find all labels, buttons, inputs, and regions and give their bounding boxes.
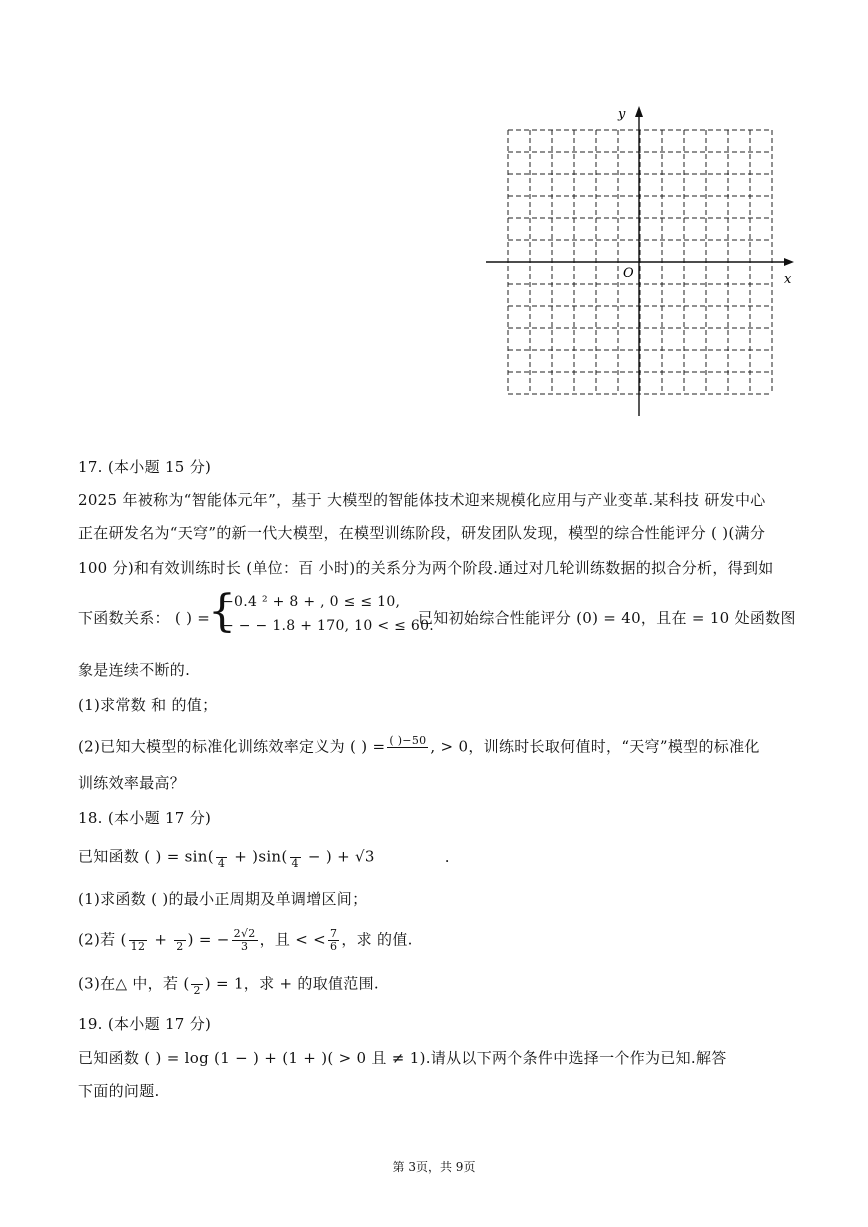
q17-s2-fraction-numerator: ( )−50 [389,734,427,747]
q18-s2-frac-3-den: 3 [240,940,249,953]
q18-s2-mid: ，且 < < [259,930,327,949]
q18-s2-eq: ) = − [187,930,230,949]
q17-s2-prefix: (2)已知大模型的标准化训练效率定义为 ( ) = [78,737,386,756]
q18-given-period: . [444,847,450,866]
q18-s3-a: (3)在△ 中，若 ( [78,974,190,993]
x-axis-label: x [784,272,792,287]
q17-paragraph-line-5: 象是连续不断的. [78,661,191,679]
q18-fraction-1-den: 4 [217,857,226,870]
piecewise-brace: { [208,586,236,637]
q18-given-part-b: + )sin( [229,847,288,866]
q17-paragraph-line-2: 正在研发名为“天穹”的新一代大模型，在模型训练阶段，研发团队发现，模型的综合性能评分 ( )(满分 [78,524,766,542]
page-footer: 第 3页，共 9页 [392,1160,476,1174]
q18-given-function [78,845,450,870]
q18-s3-frac [191,972,202,997]
q17-s2-fraction [387,735,428,760]
origin-label: O [623,266,634,281]
q18-given-part-a: 已知函数 ( ) = sin( [78,847,214,866]
q18-subquestion-3 [78,972,379,997]
q18-s2-frac-4 [328,928,339,953]
q18-fraction-2 [290,845,301,870]
q18-s3-b: ) = 1，求 + 的取值范围. [204,974,379,993]
q17-paragraph-line-1: 2025 年被称为“智能体元年”，基于 大模型的智能体技术迎来规模化应用与产业变革.某科技 研发中心 [78,491,766,509]
q18-given-part-c: − ) + √3 [302,847,375,866]
q18-s2-frac-4-den: 6 [330,940,338,953]
q19-paragraph-line-1: 已知函数 ( ) = log (1 − ) + (1 + )( > 0 且 ≠ 1).请从以下两个条件中选择一个作为已知.解答 [78,1049,727,1067]
q17-function-prefix: 下函数关系： ( ) = [78,609,211,627]
q18-s2-frac-3 [232,928,258,953]
q18-fraction-2-den: 4 [291,857,299,870]
coordinate-grid-figure [484,100,796,422]
q17-paragraph-line-3: 100 分)和有效训练时长 (单位：百 小时)的关系分为两个阶段.通过对几轮训练数据的拟合分析，得到如 [78,559,774,577]
q17-subquestion-2-line-2: 训练效率最高？ [78,774,186,792]
q17-s2-suffix: , > 0，训练时长取何值时，“天穹”模型的标准化 [430,737,760,756]
q17-function-suffix: 已知初始综合性能评分 (0) = 40，且在 = 10 处函数图 [418,609,796,627]
y-axis-label: y [618,107,626,122]
q18-s2-frac-2-den: 2 [176,940,184,953]
q17-case-1: −0.4 ² + 8 + , 0 ≤ ≤ 10, [222,594,401,610]
q18-header: 18. (本小题 17 分) [78,809,212,827]
q17-header: 17. (本小题 15 分) [78,458,212,476]
q18-s2-frac-4-num: 7 [330,927,338,940]
y-axis-arrow [635,106,643,117]
q18-s2-frac-1 [129,928,148,953]
q19-paragraph-line-2: 下面的问题. [78,1082,160,1100]
q17-subquestion-1: (1)求常数 和 的值； [78,696,218,714]
q17-subquestion-2 [78,735,760,760]
q18-s3-frac-den: 2 [193,984,201,997]
q17-case-2: − − − 1.8 + 170, 10 < ≤ 60. [222,618,435,634]
q18-subquestion-1: (1)求函数 ( )的最小正周期及单调增区间； [78,890,368,908]
q18-fraction-1 [216,845,227,870]
q18-s2-plus: + [149,930,173,949]
q18-s2-a: (2)若 ( [78,930,127,949]
q18-s2-frac-3-num: 2√2 [233,927,256,940]
coordinate-grid-svg [484,100,796,422]
q18-s2-frac-2 [174,928,185,953]
q19-header: 19. (本小题 17 分) [78,1015,212,1033]
q18-s2-end: ，求 的值. [341,930,413,949]
x-axis-arrow [784,258,794,266]
q18-subquestion-2 [78,928,413,953]
q18-s2-frac-1-den: 12 [130,940,146,953]
